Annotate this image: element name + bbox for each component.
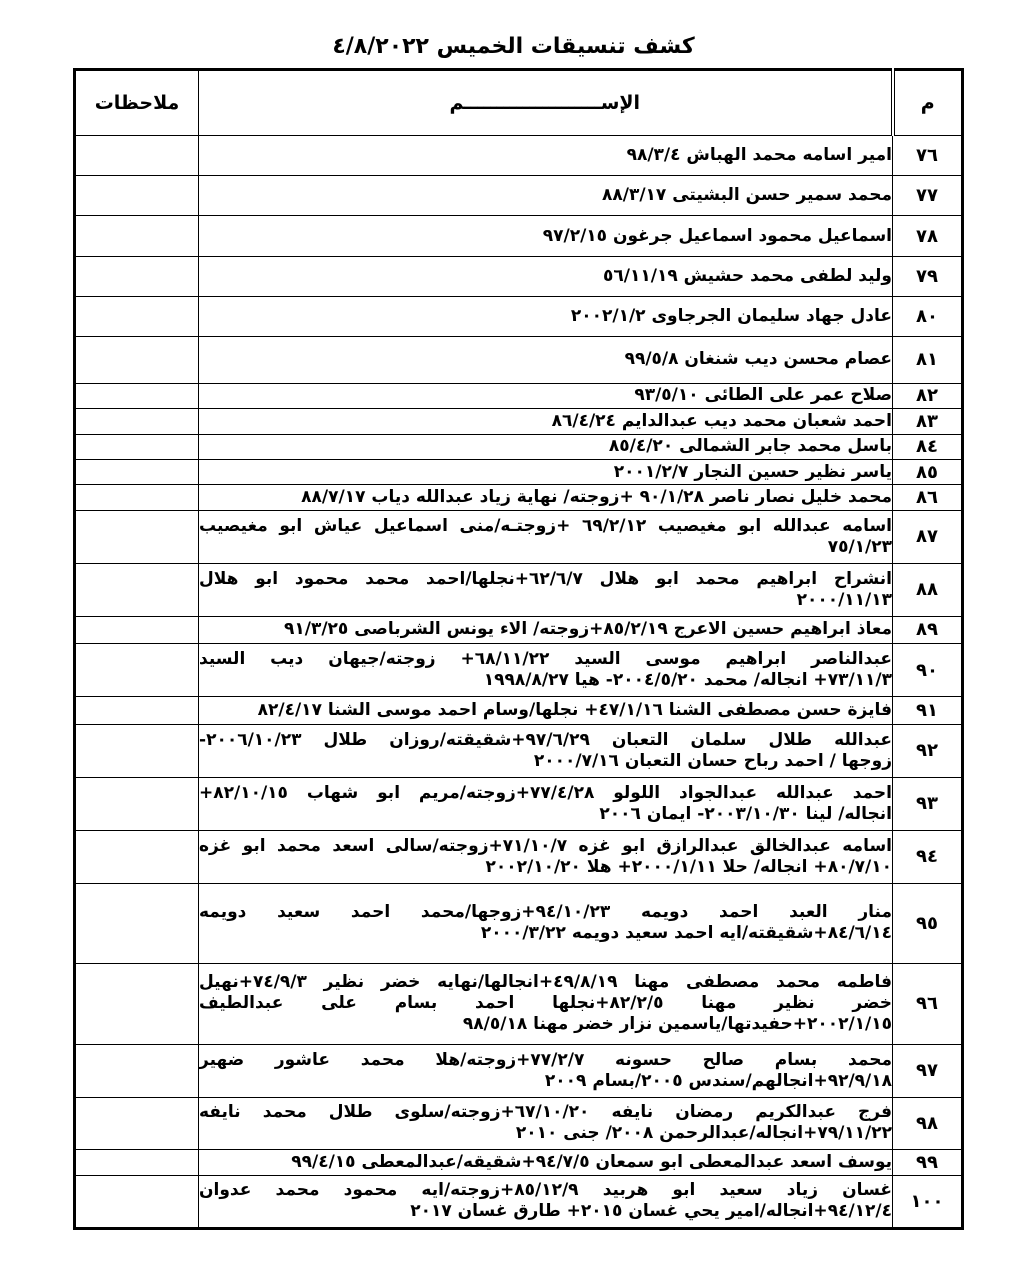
row-name: [199, 1150, 893, 1175]
row-name-line: احمد شعبان محمد ديب عبدالدايم ٨٦/٤/٢٤: [551, 410, 892, 431]
names-table: [73, 68, 964, 1230]
row-number: ٧٧: [893, 176, 963, 216]
row-notes: [75, 409, 199, 434]
table-row: [75, 256, 963, 296]
row-notes: [75, 1175, 199, 1228]
row-notes: [75, 697, 199, 725]
row-notes: [75, 434, 199, 459]
row-notes: [75, 510, 199, 563]
table-row: [75, 485, 963, 510]
row-name-line: باسل محمد جابر الشمالى ٨٥/٤/٢٠: [608, 436, 892, 457]
table-row: [75, 1097, 963, 1150]
row-name-line: ٨٠/٧/١٠+ انجاله/ حلا ٢٠٠٠/١/١١+ هلا ٢٠٠٢/١٠/٢٠: [485, 856, 892, 877]
row-notes: [75, 616, 199, 644]
row-number: ٩٦: [893, 964, 963, 1044]
row-name-line: زوجها / احمد رباح حسان التعبان ٢٠٠٠/٧/١٦: [533, 750, 892, 771]
row-name-line: احمد عبدالله عبدالجواد اللولو ٧٧/٤/٢٨+زوجته/مريم ابو شهاب ٨٢/١٠/١٥+: [199, 782, 892, 803]
row-notes: [75, 777, 199, 830]
row-number: ٩٥: [893, 883, 963, 963]
table-row: [75, 176, 963, 216]
row-name-line: منار العبد احمد دويمه ٩٤/١٠/٢٣+زوجها/محمد احمد سعيد دويمه: [199, 902, 892, 923]
row-number: ٨٢: [893, 383, 963, 408]
row-name-line: انشراح ابراهيم محمد ابو هلال ٦٢/٦/٧+نجلها/احمد محمد محمود ابو هلال: [199, 568, 892, 589]
row-name-line: يوسف اسعد عبدالمعطى ابو سمعان ٩٤/٧/٥+شقيقه/عبدالمعطى ٩٩/٤/١٥: [291, 1152, 892, 1173]
row-number: ٨٣: [893, 409, 963, 434]
row-notes: [75, 485, 199, 510]
row-notes: [75, 644, 199, 697]
row-name-line: امير اسامه محمد الهباش ٩٨/٣/٤: [626, 145, 892, 166]
table-row: [75, 1175, 963, 1228]
row-notes: [75, 256, 199, 296]
row-number: ٩٢: [893, 724, 963, 777]
table-row: [75, 459, 963, 484]
row-name: [199, 777, 893, 830]
row-name: [199, 409, 893, 434]
row-notes: [75, 459, 199, 484]
table-row: [75, 434, 963, 459]
row-number: ٩٩: [893, 1150, 963, 1175]
row-name-line: فرج عبدالكريم رمضان نايفه ٦٧/١٠/٢٠+زوجته/سلوى طلال محمد نايفه: [199, 1102, 892, 1123]
row-name: [199, 459, 893, 484]
row-notes: [75, 216, 199, 256]
row-number: ٩٨: [893, 1097, 963, 1150]
table-row: [75, 724, 963, 777]
row-name-line: ٧٣/١١/٣+ انجاله/ محمد ٢٠٠٤/٥/٢٠- هيا ١٩٩٨/٨/٢٧: [483, 670, 892, 691]
row-notes: [75, 383, 199, 408]
row-name-line: ٨٤/٦/١٤+شقيقته/ايه احمد سعيد دويمه ٢٠٠٠/٣/٢٢: [480, 923, 892, 944]
row-notes: [75, 1044, 199, 1097]
row-number: ٩٣: [893, 777, 963, 830]
row-name: [199, 697, 893, 725]
row-number: ٨٦: [893, 485, 963, 510]
row-number: ٩٧: [893, 1044, 963, 1097]
row-name-line: فايزة حسن مصطفى الشنا ٤٧/١/١٦+ نجلها/وسام احمد موسى الشنا ٨٢/٤/١٧: [257, 699, 892, 720]
row-name-line: ٩٤/١٢/٤+انجاله/امير يحي غسان ٢٠١٥+ طارق غسان ٢٠١٧: [410, 1201, 892, 1222]
row-name-line: صلاح عمر على الطائى ٩٣/٥/١٠: [634, 385, 892, 406]
row-name-line: ٩٢/٩/١٨+انجالهم/سندس ٢٠٠٥/بسام ٢٠٠٩: [544, 1070, 892, 1091]
row-number: ١٠٠: [893, 1175, 963, 1228]
row-notes: [75, 296, 199, 336]
row-number: ٨٤: [893, 434, 963, 459]
header-number: م: [893, 70, 963, 136]
row-number: ٧٦: [893, 136, 963, 176]
row-name-line: عبدالله طلال سلمان التعبان ٩٧/٦/٢٩+شقيقته/روزان طلال ٢٠٠٦/١٠/٢٣-: [199, 729, 892, 750]
row-name: [199, 485, 893, 510]
row-name: [199, 383, 893, 408]
table-row: [75, 883, 963, 963]
row-name-line: اسامه عبدالله ابو مغيصيب ٦٩/٢/١٢ +زوجتـه/منى اسماعيل عياش ابو مغيصيب: [199, 515, 892, 536]
row-number: ٨٠: [893, 296, 963, 336]
table-row: [75, 616, 963, 644]
header-name: الإســـــــــــــــــــــم: [199, 70, 893, 136]
row-name: [199, 724, 893, 777]
row-name: [199, 644, 893, 697]
row-name: [199, 830, 893, 883]
table-row: [75, 830, 963, 883]
row-notes: [75, 964, 199, 1044]
row-name-line: ٢٠٠٢/١/١٥+حفيدتها/ياسمين نزار خضر مهنا ٩٨/٥/١٨: [462, 1014, 892, 1035]
row-name-line: معاذ ابراهيم حسين الاعرج ٨٥/٢/١٩+زوجته/ الاء يونس الشرباصى ٩١/٣/٢٥: [283, 619, 892, 640]
row-notes: [75, 724, 199, 777]
row-name: [199, 1044, 893, 1097]
row-name: [199, 256, 893, 296]
table-row: [75, 644, 963, 697]
row-notes: [75, 176, 199, 216]
row-name-line: اسامه عبدالخالق عبدالرازق ابو غزه ٧١/١٠/٧+زوجته/سالى اسعد محمد ابو غزه: [199, 835, 893, 856]
row-name-line: فاطمه محمد مصطفى مهنا ٤٩/٨/١٩+انجالها/نهايه خضر نظير ٧٤/٩/٣+نهيل: [199, 972, 892, 993]
row-name: [199, 964, 893, 1044]
table-row: [75, 337, 963, 384]
table-row: [75, 409, 963, 434]
row-notes: [75, 136, 199, 176]
row-name: [199, 176, 893, 216]
row-name-line: محمد بسام صالح حسونه ٧٧/٢/٧+زوجته/هلا محمد عاشور ضهير: [199, 1049, 893, 1070]
table-row: [75, 964, 963, 1044]
table-body: [75, 136, 963, 1229]
row-name-line: ٧٩/١١/٢٢+انجاله/عبدالرحمن ٢٠٠٨/ جنى ٢٠١٠: [515, 1123, 892, 1144]
row-number: ٩١: [893, 697, 963, 725]
row-name: [199, 1097, 893, 1150]
row-name-line: عصام محسن ديب شنغان ٩٩/٥/٨: [624, 349, 892, 370]
row-notes: [75, 337, 199, 384]
row-name: [199, 337, 893, 384]
table-row: [75, 777, 963, 830]
row-name-line: خضر نظير مهنا ٨٢/٢/٥+نجلها احمد بسام على عبدالطيف: [199, 993, 892, 1014]
row-name-line: محمد خليل نصار ناصر ٩٠/١/٢٨ +زوجته/ نهاية زياد عبدالله دياب ٨٨/٧/١٧: [301, 487, 892, 508]
row-name-line: ٢٠٠٠/١١/١٣: [796, 589, 892, 610]
row-notes: [75, 563, 199, 616]
row-number: ٩٠: [893, 644, 963, 697]
row-name-line: عبدالناصر ابراهيم موسى السيد ٦٨/١١/٢٢+ زوجته/جيهان ديب السيد: [199, 649, 892, 670]
row-name: [199, 563, 893, 616]
table-row: [75, 136, 963, 176]
row-name-line: محمد سمير حسن البشيتى ٨٨/٣/١٧: [602, 185, 892, 206]
row-notes: [75, 883, 199, 963]
row-notes: [75, 830, 199, 883]
row-name: [199, 883, 893, 963]
row-number: ٨٨: [893, 563, 963, 616]
row-number: ٨٥: [893, 459, 963, 484]
row-notes: [75, 1097, 199, 1150]
row-number: ٧٨: [893, 216, 963, 256]
row-name-line: اسماعيل محمود اسماعيل جرغون ٩٧/٢/١٥: [542, 225, 892, 246]
row-name-line: ياسر نظير حسين النجار ٢٠٠١/٢/٧: [613, 461, 892, 482]
row-name: [199, 616, 893, 644]
table-row: [75, 510, 963, 563]
row-name: [199, 434, 893, 459]
table-row: [75, 383, 963, 408]
row-name: [199, 1175, 893, 1228]
table-header-row: [75, 70, 963, 136]
row-number: ٨١: [893, 337, 963, 384]
row-number: ٩٤: [893, 830, 963, 883]
row-name: [199, 296, 893, 336]
row-name-line: غسان زياد سعيد ابو هربيد ٨٥/١٢/٩+زوجته/ايه محمود محمد عدوان: [199, 1180, 892, 1201]
row-name-line: انجاله/ لينا ٢٠٠٣/١٠/٣٠- ايمان ٢٠٠٦: [599, 803, 892, 824]
table-row: [75, 697, 963, 725]
row-number: ٨٩: [893, 616, 963, 644]
table-row: [75, 1044, 963, 1097]
table-row: [75, 216, 963, 256]
row-name: [199, 216, 893, 256]
row-notes: [75, 1150, 199, 1175]
table-row: [75, 296, 963, 336]
row-name-line: ٧٥/١/٢٣: [827, 536, 892, 557]
row-number: ٨٧: [893, 510, 963, 563]
page-title: كشف تنسيقات الخميس ٤/٨/٢٠٢٢: [332, 34, 695, 59]
row-name-line: عادل جهاد سليمان الجرجاوى ٢٠٠٢/١/٢: [570, 306, 892, 327]
table-row: [75, 563, 963, 616]
row-name: [199, 510, 893, 563]
table-row: [75, 1150, 963, 1175]
row-number: ٧٩: [893, 256, 963, 296]
header-notes: ملاحظات: [75, 70, 199, 136]
row-name-line: وليد لطفى محمد حشيش ٥٦/١١/١٩: [603, 265, 892, 286]
row-name: [199, 136, 893, 176]
